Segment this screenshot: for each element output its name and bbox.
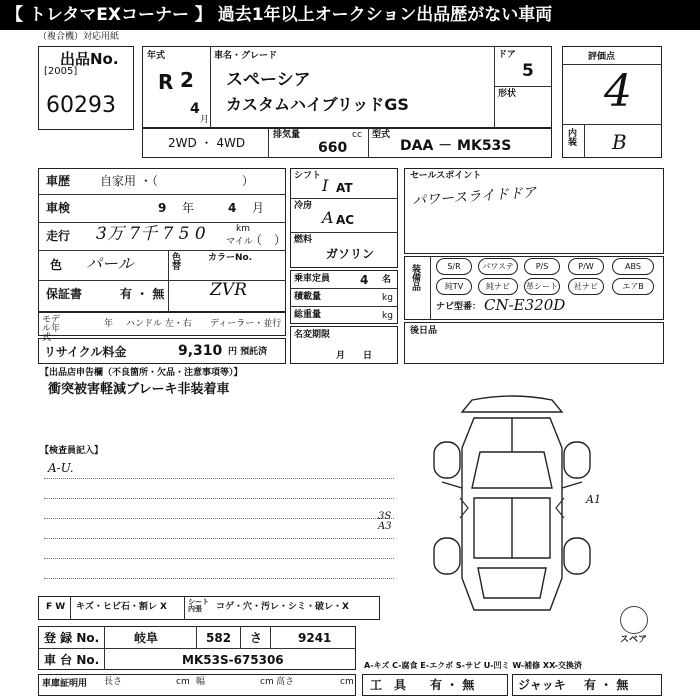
spare-label: スペア <box>620 635 648 645</box>
option-power-steering: パワステ <box>478 258 518 275</box>
shift-value: AT <box>336 181 353 195</box>
chassis-label: 車 台 No. <box>44 653 100 667</box>
color-code-value: ZVR <box>210 280 247 300</box>
model-code-value: DAA － MK53S <box>400 138 512 154</box>
option-aftermarket-navi: 社ナビ <box>568 278 604 295</box>
color-code-label: カラーNo. <box>208 253 253 263</box>
color-value: パール <box>86 254 134 273</box>
shift-mark: I <box>322 176 329 195</box>
cert-width: 幅 <box>196 677 206 687</box>
car-diagram <box>412 388 612 623</box>
navi-label: ナビ型番： <box>436 302 482 312</box>
sales-point-label: セールスポイント <box>410 171 482 181</box>
registration-area: 岐阜 <box>134 631 159 645</box>
jack-value: 有 ・ 無 <box>584 678 629 692</box>
color-repaint-label: 色替 <box>172 253 182 272</box>
mileage-label: 走行 <box>46 229 71 243</box>
load-label: 積載量 <box>294 292 322 302</box>
displacement-unit: cc <box>352 130 362 140</box>
option-abs: ABS <box>612 258 654 275</box>
displacement-label: 排気量 <box>273 130 301 140</box>
mileage-paren: （ ） <box>250 233 287 247</box>
history-label: 車歴 <box>46 174 71 188</box>
navi-value: CN-E320D <box>484 296 566 314</box>
sales-point-value: パワースライドドア <box>411 184 537 210</box>
doors-value: 5 <box>522 61 534 81</box>
banner <box>0 0 700 30</box>
model-code-label: 型式 <box>372 130 391 140</box>
load-unit: kg <box>382 293 393 303</box>
lot-number: 60293 <box>46 93 116 118</box>
glass-fw-label: F W <box>46 602 66 612</box>
option-ps: P/S <box>524 258 560 275</box>
fuel-value: ガソリン <box>326 247 375 261</box>
option-navi: 純ナビ <box>478 278 518 295</box>
seat-text: コゲ・穴・汚レ・シミ・破レ・X <box>216 602 349 612</box>
recycle-label: リサイクル料金 <box>44 345 127 359</box>
jack-label: ジャッキ <box>518 678 566 692</box>
year-month-unit: 月 <box>200 115 210 125</box>
registration-label: 登 録 No. <box>44 631 100 645</box>
banner-title: 【 トレタマEXコーナー 】 過去1年以上オークション出品歴がない車両 <box>6 5 553 25</box>
declaration-label: 【出品店申告欄（不良箇所・欠品・注意事項等）】 <box>40 368 243 378</box>
change-label: 名変期限 <box>294 330 331 340</box>
recycle-value: 9,310 <box>178 343 223 359</box>
option-pw: P/W <box>568 258 604 275</box>
shape-label: 形状 <box>498 89 517 99</box>
history-value: 自家用 ・（ ） <box>100 174 254 188</box>
registration-class: 582 <box>206 631 232 645</box>
year-month: 4 <box>190 101 200 117</box>
registration-kana: さ <box>250 631 263 645</box>
option-tv: 純TV <box>436 278 472 295</box>
remarks-label: 後日品 <box>410 326 438 336</box>
model-name: スペーシア <box>226 70 311 90</box>
diagram-mark-right: A1 <box>586 493 601 506</box>
capacity-value: 4 <box>360 273 369 287</box>
mileage-value: 3万 7千 7 5 0 <box>96 224 206 244</box>
model-label: 車名・グレード <box>214 51 278 61</box>
gross-unit: kg <box>382 311 393 321</box>
capacity-unit: 名 <box>382 275 392 285</box>
inspector-value: A-U. <box>48 461 74 475</box>
aircon-label: 冷房 <box>294 201 313 211</box>
interior-value: B <box>612 130 627 154</box>
remarks-box <box>404 322 664 364</box>
color-label: 色 <box>50 258 63 272</box>
capacity-label: 乗車定員 <box>294 274 331 284</box>
inspection-month: 4 <box>228 201 237 215</box>
registration-number: 9241 <box>298 631 332 645</box>
model-year-unit: 年 <box>104 319 114 329</box>
model-grade: カスタムハイブリッドGS <box>226 95 409 114</box>
option-sunroof: S/R <box>436 258 472 275</box>
chassis-value: MK53S-675306 <box>182 653 284 667</box>
warranty-value: 有 ・ 無 <box>120 287 165 301</box>
mileage-unit-km: km <box>236 224 250 234</box>
recycle-unit: 円 預託済 <box>228 347 268 357</box>
inspection-label: 車検 <box>46 201 71 215</box>
inspector-label: 【検査員記入】 <box>40 446 104 456</box>
handle-value: ハンドル 左・右 <box>126 319 192 329</box>
inspection-month-unit: 月 <box>252 201 265 215</box>
warranty-label: 保証書 <box>46 287 83 301</box>
dealer-value: ディーラー・並行 <box>210 319 282 329</box>
tools-value: 有 ・ 無 <box>430 678 475 692</box>
score-value: 4 <box>604 66 632 117</box>
option-airbag: エアB <box>612 278 654 295</box>
shift-label: シフト <box>294 171 322 181</box>
aircon-mark: A <box>322 208 334 227</box>
cert-cm-1: cm <box>176 677 190 687</box>
declaration-value: 衝突被害軽減ブレーキ非装着車 <box>48 382 230 397</box>
interior-label: 内装 <box>568 129 578 148</box>
year-label: 年式 <box>147 51 166 61</box>
cert-height: 高さ <box>276 677 295 687</box>
glass-text: キズ・ヒビ石・割レ X <box>76 602 167 612</box>
score-label: 評価点 <box>588 52 616 62</box>
doors-label: ドア <box>498 50 516 60</box>
fuel-label: 燃料 <box>294 235 313 245</box>
option-leather: 革シート <box>524 278 560 295</box>
sheet-note: （複合機）対応用紙 <box>38 32 120 42</box>
seat-label: シート内張 <box>188 598 209 613</box>
inspection-year-unit: 年 <box>182 201 195 215</box>
model-year-label: モデル年式 <box>42 315 61 343</box>
drive-value: 2WD ・ 4WD <box>168 136 246 150</box>
aircon-value: AC <box>336 213 355 227</box>
tools-label: 工 具 <box>370 678 407 692</box>
year-era: R <box>158 70 174 94</box>
damage-legend: A-キズ C-腐食 E-エクボ S-サビ U-凹ミ W-補修 XX-交換済 <box>364 661 582 670</box>
displacement-value: 660 <box>318 140 348 156</box>
lot-small-code: [2005] <box>44 66 78 77</box>
mileage-unit-mile: マイル <box>226 237 253 247</box>
cert-length: 長さ <box>104 677 123 687</box>
change-unit: 月 日 <box>336 351 373 361</box>
inspection-year: 9 <box>158 201 167 215</box>
lot-label: 出品No. <box>60 50 119 68</box>
diagram-mark-left: 3S A3 <box>378 511 392 532</box>
spare-tire-icon <box>620 606 648 634</box>
cert-cm-3: cm <box>340 677 354 687</box>
cert-cm-2: cm <box>260 677 274 687</box>
cert-label: 車庫証明用 <box>42 679 88 689</box>
year-value: 2 <box>180 68 194 92</box>
gross-label: 総重量 <box>294 310 322 320</box>
equipment-label: 装備品 <box>412 265 422 293</box>
